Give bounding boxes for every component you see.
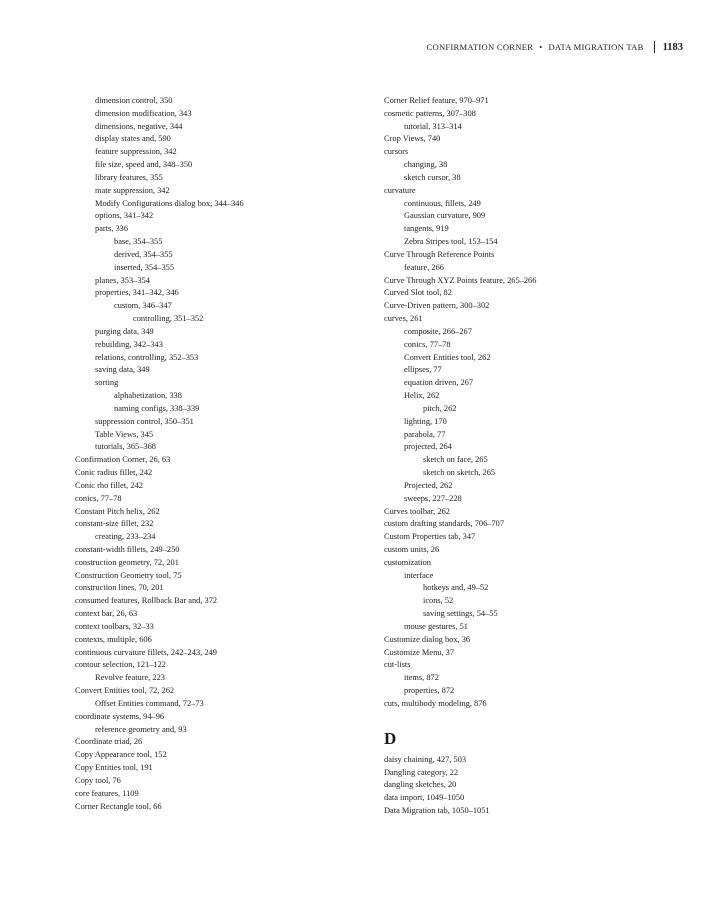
index-entry: data import, 1049–1050 (384, 793, 465, 803)
index-entry: Helix, 262 (404, 391, 440, 401)
index-column-left (75, 95, 365, 813)
index-entry: custom units, 26 (384, 544, 440, 554)
index-entry: customization (384, 557, 431, 567)
index-entry: Corner Rectangle tool, 66 (75, 801, 162, 811)
index-entry: context bar, 26, 63 (75, 609, 138, 619)
index-entry: Dangling category, 22 (384, 767, 459, 777)
index-entry: Constant Pitch helix, 262 (75, 506, 160, 516)
index-entry: constant-width fillets, 249–250 (75, 544, 180, 554)
index-entry: projected, 264 (404, 442, 452, 452)
running-title: CONFIRMATION CORNER (426, 42, 534, 52)
index-entry: tutorial, 313–314 (404, 121, 462, 131)
section-letter-d: D (384, 728, 397, 748)
index-entry: cosmetic patterns, 307–308 (384, 108, 476, 118)
index-entry: relations, controlling, 352–353 (95, 352, 199, 362)
index-entry: purging data, 349 (95, 326, 154, 336)
index-entry: Gaussian curvature, 909 (404, 211, 486, 221)
index-entry: tangents, 919 (404, 224, 449, 234)
index-entry: derived, 354–355 (114, 249, 173, 259)
index-entry: items, 872 (404, 673, 439, 683)
index-entry: cursors (384, 147, 409, 157)
index-entry: Modify Configurations dialog box, 344–346 (95, 198, 244, 208)
index-entry: Curve-Driven pattern, 300–302 (384, 301, 490, 311)
running-header (427, 41, 684, 53)
index-entry: dimension modification, 343 (95, 108, 192, 118)
index-entries-c (384, 95, 674, 711)
index-entry: saving data, 349 (95, 365, 150, 375)
index-entry: reference geometry and, 93 (95, 724, 187, 734)
index-entry: Copy Appearance tool, 152 (75, 750, 167, 760)
index-entry: ellipses, 77 (404, 365, 442, 375)
index-entry: display states and, 590 (95, 134, 171, 144)
index-entry: options, 341–342 (95, 211, 154, 221)
index-entry: coordinate systems, 94–96 (75, 711, 165, 721)
index-entry: dimensions, negative, 344 (95, 121, 183, 131)
index-entry: context toolbars, 32–33 (75, 621, 154, 631)
index-entry: Conic radius fillet, 242 (75, 468, 153, 478)
index-entry: changing, 38 (404, 160, 448, 170)
index-entry: custom, 346–347 (114, 301, 172, 311)
index-entry: Corner Relief feature, 970–971 (384, 96, 489, 105)
index-entry: Crop Views, 740 (384, 134, 441, 144)
index-entry: Data Migration tab, 1050–1051 (384, 806, 490, 816)
index-entry: hotkeys and, 49–52 (423, 583, 489, 593)
index-entry: composite, 266–267 (404, 326, 472, 336)
index-entry: inserted, 354–355 (114, 262, 175, 272)
index-entry: daisy chaining, 427, 503 (384, 754, 467, 764)
index-entry: Custom Properties tab, 347 (384, 532, 476, 542)
index-entry: saving settings, 54–55 (423, 609, 498, 619)
index-entry: conics, 77–78 (75, 493, 122, 503)
index-entry: sketch on sketch, 265 (423, 468, 496, 478)
index-entry: cuts, multibody modeling, 876 (384, 698, 487, 708)
index-entry: parts, 336 (95, 224, 129, 234)
index-entry: curvature (384, 185, 416, 195)
index-entry: sorting (95, 378, 119, 388)
index-entries-d (384, 754, 674, 818)
index-entry: icons, 52 (423, 596, 454, 606)
index-entry: Convert Entities tool, 72, 262 (75, 686, 175, 696)
index-entry: base, 354–355 (114, 237, 163, 247)
index-entry: planes, 353–354 (95, 275, 150, 285)
index-entry: lighting, 170 (404, 416, 447, 426)
index-entry: Confirmation Corner, 26, 63 (75, 455, 171, 465)
index-entry: cut-lists (384, 660, 411, 670)
index-entry: contexts, multiple, 606 (75, 634, 152, 644)
index-entry: Conic rho fillet, 242 (75, 480, 143, 490)
index-entry: parabola, 77 (404, 429, 446, 439)
index-entry: Curved Slot tool, 82 (384, 288, 452, 298)
index-entry: construction lines, 70, 201 (75, 583, 164, 593)
index-entry: Curve Through Reference Points (384, 249, 495, 259)
index-entry: file size, speed and, 348–350 (95, 160, 193, 170)
index-entry: sketch cursor, 38 (404, 172, 461, 182)
header-divider (654, 41, 655, 53)
index-entry: controlling, 351–352 (133, 314, 204, 324)
page-number: 1183 (662, 41, 683, 53)
index-entry: Curve Through XYZ Points feature, 265–266 (384, 275, 537, 285)
index-entry: suppression control, 350–351 (95, 416, 194, 426)
index-entry: Convert Entities tool, 262 (404, 352, 491, 362)
index-entry: feature suppression, 342 (95, 147, 177, 157)
header-bullet: • (539, 42, 543, 52)
index-entry: properties, 341–342, 346 (95, 288, 179, 298)
index-entry: naming configs, 338–339 (114, 403, 200, 413)
index-entry: Copy tool, 76 (75, 775, 121, 785)
index-entry: Revolve feature, 223 (95, 673, 165, 683)
index-entry: curves, 261 (384, 314, 423, 324)
index-entry: sketch on face, 265 (423, 455, 488, 465)
index-entry: Curves toolbar, 262 (384, 506, 450, 516)
index-entry: feature, 266 (404, 262, 444, 272)
index-entry: Construction Geometry tool, 75 (75, 570, 182, 580)
index-entry: equation driven, 267 (404, 378, 474, 388)
index-entry: Customize dialog box, 36 (384, 634, 471, 644)
index-entry: dimension control, 350 (95, 96, 173, 105)
index-entry: Projected, 262 (404, 480, 453, 490)
index-entry: pitch, 262 (423, 403, 457, 413)
index-entry: custom drafting standards, 706–707 (384, 519, 505, 529)
index-entry: mouse gestures, 51 (404, 621, 468, 631)
index-entry: mate suppression, 342 (95, 185, 170, 195)
index-entry: Offset Entities command, 72–73 (95, 698, 204, 708)
index-entry: Customize Menu, 37 (384, 647, 455, 657)
index-entry: continuous, fillets, 249 (404, 198, 481, 208)
index-entry: properties, 872 (404, 686, 455, 696)
index-entry: Copy Entities tool, 191 (75, 763, 153, 773)
index-entry: conics, 77–78 (404, 339, 451, 349)
index-entry: Table Views, 345 (95, 429, 154, 439)
index-entry: creating, 233–234 (95, 532, 156, 542)
section-title: DATA MIGRATION TAB (548, 42, 644, 52)
index-entry: alphabetization, 338 (114, 391, 182, 401)
index-entry: tutorials, 365–368 (95, 442, 156, 452)
index-entry: sweeps, 227–228 (404, 493, 462, 503)
index-column-right (384, 95, 674, 818)
index-entry: core features, 1109 (75, 788, 139, 798)
index-entry: continuous curvature fillets, 242–243, 249 (75, 647, 217, 657)
index-entry: dangling sketches, 20 (384, 780, 457, 790)
index-entry: construction geometry, 72, 201 (75, 557, 179, 567)
index-entry: rebuilding, 342–343 (95, 339, 163, 349)
index-entry: Zebra Stripes tool, 153–154 (404, 237, 498, 247)
index-entry: Coordinate triad, 26 (75, 737, 143, 747)
index-entry: interface (404, 570, 434, 580)
index-entry: library features, 355 (95, 172, 163, 182)
index-entry: constant-size fillet, 232 (75, 519, 154, 529)
index-entry: consumed features, Rollback Bar and, 372 (75, 596, 218, 606)
index-entry: contour selection, 121–122 (75, 660, 166, 670)
